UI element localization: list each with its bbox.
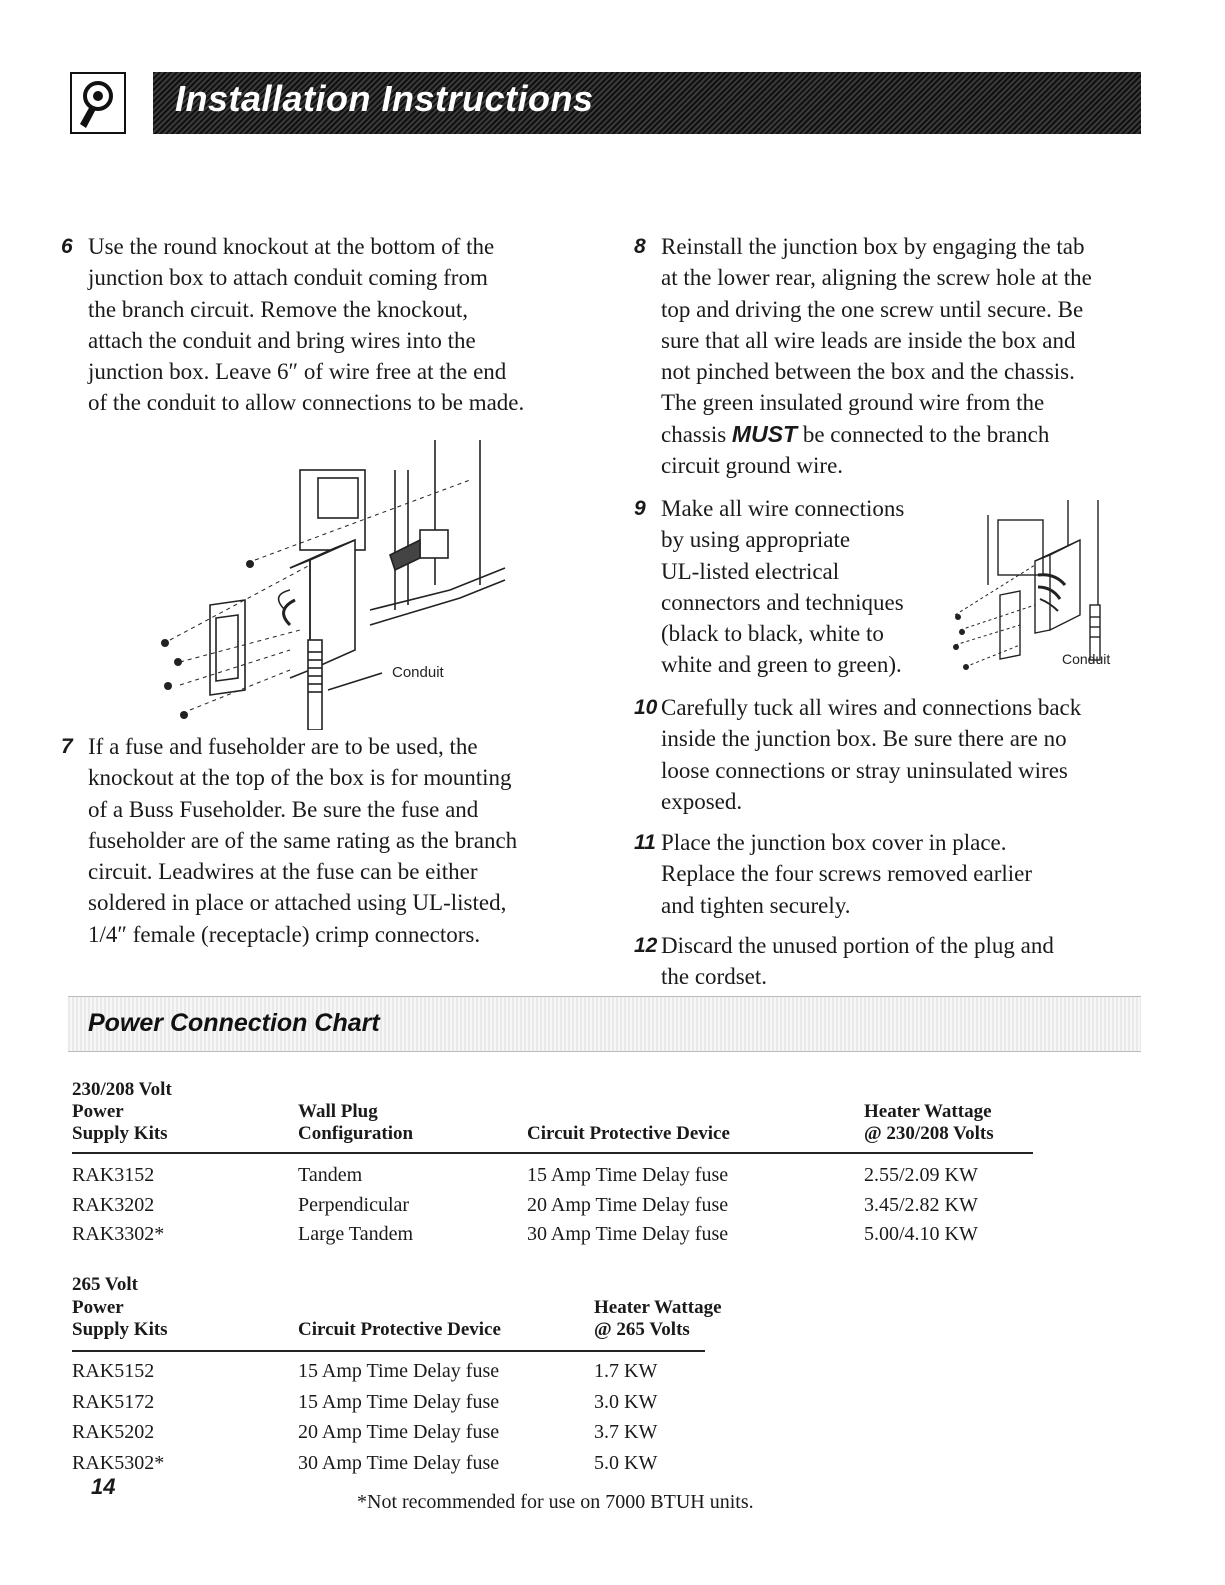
cell-kit: RAK5202 [72,1421,155,1443]
step-9 [634,493,954,693]
step-line: fuseholder are of the same rating as the branch [88,827,518,853]
step-line: loose connections or stray uninsulated wires [661,757,1068,783]
step-line: not pinched between the box and the chassis. [661,359,1075,385]
step-6 [61,231,601,431]
step-line: UL-listed electrical [661,558,840,584]
step-line: Make all wire connections [661,496,905,521]
step-8 [634,231,1154,491]
step-line: connectors and techniques [661,589,904,615]
cell-wattage: 2.55/2.09 KW [864,1164,978,1186]
emphasis-must: MUST [731,420,798,447]
step-line: and tighten securely. [661,892,851,918]
step-line: knockout at the top of the box is for mounting [88,765,512,791]
step-line: If a fuse and fuseholder are to be used, the [88,734,478,759]
step-line: circuit. Leadwires at the fuse can be either [88,859,478,885]
step-line: Replace the four screws removed earlier [661,861,1033,887]
step-line: by using appropriate [661,527,851,553]
table-265-header-col2: Circuit Protective Device [298,1319,501,1340]
step-line: at the lower rear, aligning the screw hole at the [661,265,1092,291]
step-12 [634,930,1154,996]
table-265-header-col3 [594,1297,722,1340]
conduit-label: Conduit [1062,651,1111,667]
step-number: 12 [634,934,658,957]
header-line: @ 230/208 Volts [864,1122,994,1144]
header-line: Supply Kits [72,1318,168,1340]
step-number: 10 [634,696,658,719]
step-number: 8 [634,235,646,258]
table-230-rule [72,1152,1033,1154]
table-265-voltage-label: 265 Volt [72,1274,138,1295]
table-230-header-col1 [72,1101,168,1144]
header-line: Power [72,1101,124,1122]
step-line: junction box to attach conduit coming from [88,265,488,291]
cell-device: 20 Amp Time Delay fuse [527,1193,729,1216]
step-line: white and green to green). [661,652,902,678]
step-line [661,419,1092,450]
step-line: sure that all wire leads are inside the box and [661,327,1076,353]
cell-device: 15 Amp Time Delay fuse [298,1360,500,1382]
step-number: 7 [61,735,73,758]
table-230-header-col4 [864,1101,994,1144]
header-line: Wall Plug [298,1101,378,1122]
wire-connection-diagram [940,495,1135,675]
header-line: Configuration [298,1122,414,1144]
step-line: Discard the unused portion of the plug and [661,933,1054,958]
header-line: Heater Wattage [594,1297,722,1318]
wrench-icon [70,72,126,134]
step-line: top and driving the one screw until secure. Be [661,296,1084,322]
cell-device: 30 Amp Time Delay fuse [527,1223,729,1245]
cell-wattage: 1.7 KW [594,1360,658,1382]
step-line: The green insulated ground wire from the [661,390,1045,416]
junction-box-diagram [150,440,510,730]
cell-wattage: 5.0 KW [594,1451,658,1474]
step-line: the branch circuit. Remove the knockout, [88,296,469,322]
cell-device: 30 Amp Time Delay fuse [298,1451,500,1474]
cell-kit: RAK3302* [72,1223,165,1245]
step-number: 11 [634,831,656,854]
header-line: @ 265 Volts [594,1318,690,1340]
table-265-header-col1 [72,1297,168,1340]
cell-kit: RAK3152 [72,1164,155,1186]
step-line: Place the junction box cover in place. [661,830,1007,855]
step-line: soldered in place or attached using UL-listed, [88,890,507,916]
step-line: the cordset. [661,964,768,990]
step-7 [61,731,601,961]
table-230-header-col3: Circuit Protective Device [527,1123,730,1144]
step-text: be connected to the branch [797,421,1050,447]
step-line: 1/4″ female (receptacle) crimp connectors. [88,921,481,947]
cell-wattage: 3.7 KW [594,1421,658,1443]
conduit-label: Conduit [392,664,444,681]
step-line: of a Buss Fuseholder. Be sure the fuse and [88,796,479,822]
step-10 [634,692,1154,822]
cell-kit: RAK5172 [72,1390,155,1413]
step-number: 6 [61,235,73,258]
step-line: inside the junction box. Be sure there are no [661,726,1067,752]
cell-device: 20 Amp Time Delay fuse [298,1421,500,1443]
step-line: Reinstall the junction box by engaging the tab [661,234,1085,259]
page-number: 14 [91,1474,116,1499]
page-title: Installation Instructions [175,78,594,119]
section-title: Power Connection Chart [88,1009,380,1037]
cell-plug: Tandem [298,1164,363,1186]
step-line: circuit ground wire. [661,453,844,479]
cell-wattage: 5.00/4.10 KW [864,1223,978,1245]
cell-device: 15 Amp Time Delay fuse [298,1390,500,1413]
cell-device: 15 Amp Time Delay fuse [527,1164,729,1186]
cell-plug: Perpendicular [298,1193,410,1216]
cell-wattage: 3.0 KW [594,1390,658,1413]
cell-kit: RAK5152 [72,1360,155,1382]
table-230-header-col2 [298,1101,413,1144]
step-line: exposed. [661,788,743,814]
step-line: Carefully tuck all wires and connections back [661,695,1082,720]
step-11 [634,827,1154,927]
step-line: attach the conduit and bring wires into the [88,327,476,353]
cell-kit: RAK3202 [72,1193,155,1216]
cell-wattage: 3.45/2.82 KW [864,1193,978,1216]
step-line: (black to black, white to [661,621,884,647]
header-line: Supply Kits [72,1122,168,1144]
step-line: Use the round knockout at the bottom of the [88,234,495,259]
cell-kit: RAK5302* [72,1451,165,1474]
step-line: of the conduit to allow connections to be made. [88,390,525,416]
footnote: *Not recommended for use on 7000 BTUH units. [357,1491,754,1513]
table-230-voltage-label: 230/208 Volt [72,1079,172,1100]
step-line: junction box. Leave 6″ of wire free at the end [88,359,507,385]
cell-plug: Large Tandem [298,1223,414,1245]
step-number: 9 [634,497,646,520]
step-text: chassis [661,421,732,447]
table-265-rule [72,1350,705,1352]
header-line: Power [72,1297,124,1318]
header-line: Heater Wattage [864,1101,992,1122]
